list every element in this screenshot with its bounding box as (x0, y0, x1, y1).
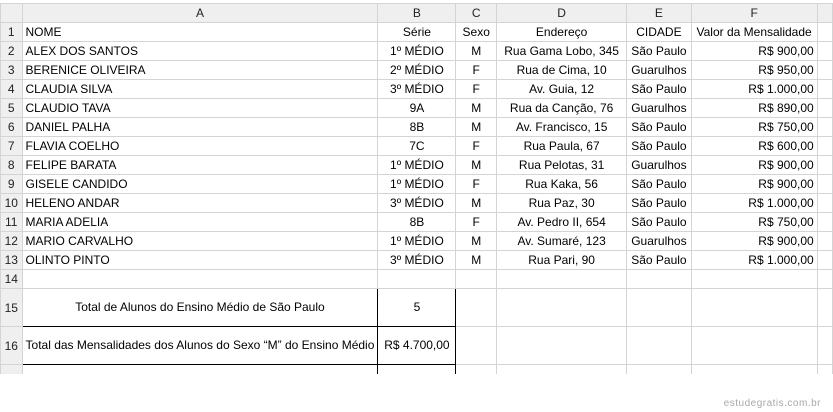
cell-nome[interactable]: CLAUDIA SILVA (22, 80, 378, 99)
column-header-g[interactable] (817, 4, 832, 23)
table-row (1, 232, 833, 251)
row-header[interactable]: 10 (1, 194, 23, 213)
table-row (1, 61, 833, 80)
empty-cell[interactable] (817, 137, 832, 156)
cell-sexo[interactable]: M (456, 42, 497, 61)
cell-serie[interactable]: 7C (378, 137, 456, 156)
cell-nome[interactable]: BERENICE OLIVEIRA (22, 61, 378, 80)
empty-cell[interactable] (691, 365, 817, 375)
cell-cidade[interactable]: São Paulo (627, 213, 691, 232)
cell-nome[interactable]: FLAVIA COELHO (22, 137, 378, 156)
cell-sexo[interactable]: M (456, 99, 497, 118)
cell-endereco[interactable]: Rua Pelotas, 31 (496, 156, 626, 175)
header-cell-serie[interactable]: Série (378, 23, 456, 42)
cell-nome[interactable]: FELIPE BARATA (22, 156, 378, 175)
row-header[interactable]: 12 (1, 232, 23, 251)
cell-sexo[interactable]: F (456, 175, 497, 194)
spreadsheet-grid (0, 3, 833, 374)
header-cell-nome[interactable]: NOME (22, 23, 378, 42)
cell-cidade[interactable]: Guarulhos (627, 232, 691, 251)
cell-sexo[interactable]: F (456, 80, 497, 99)
empty-cell[interactable] (22, 365, 378, 375)
cell-cidade[interactable]: Guarulhos (627, 99, 691, 118)
cell-endereco[interactable]: Av. Pedro II, 654 (496, 213, 626, 232)
empty-cell[interactable] (817, 61, 832, 80)
cell-endereco[interactable]: Rua Paula, 67 (496, 137, 626, 156)
select-all-corner[interactable] (1, 4, 23, 23)
cell-sexo[interactable]: M (456, 251, 497, 270)
row-header[interactable]: 11 (1, 213, 23, 232)
empty-cell[interactable] (627, 365, 691, 375)
watermark: estudegratis.com.br (723, 398, 821, 409)
cell-nome[interactable]: CLAUDIO TAVA (22, 99, 378, 118)
cell-nome[interactable]: MARIA ADELIA (22, 213, 378, 232)
cell-serie[interactable]: 8B (378, 213, 456, 232)
row-header[interactable]: 14 (1, 270, 23, 289)
empty-cell[interactable] (817, 365, 832, 375)
header-cell-cidade[interactable]: CIDADE (627, 23, 691, 42)
row-header[interactable]: 1 (1, 23, 23, 42)
cell-nome[interactable]: ALEX DOS SANTOS (22, 42, 378, 61)
cell-endereco[interactable]: Av. Francisco, 15 (496, 118, 626, 137)
cell-serie[interactable]: 3º MÉDIO (378, 80, 456, 99)
empty-cell[interactable] (627, 289, 691, 327)
total-mensalidades-label[interactable]: Total das Mensalidades dos Alunos do Sexo “M” do Ensino Médio (22, 327, 378, 365)
cell-cidade[interactable]: São Paulo (627, 118, 691, 137)
total-alunos-label[interactable]: Total de Alunos do Ensino Médio de São Paulo (22, 289, 378, 327)
empty-cell[interactable] (817, 213, 832, 232)
empty-cell[interactable] (691, 270, 817, 289)
cell-valor[interactable]: R$ 750,00 (691, 118, 817, 137)
empty-cell[interactable] (496, 365, 626, 375)
cell-serie[interactable]: 8B (378, 118, 456, 137)
empty-cell[interactable] (456, 270, 497, 289)
cell-serie[interactable]: 1º MÉDIO (378, 42, 456, 61)
empty-cell[interactable] (817, 175, 832, 194)
cell-nome[interactable]: DANIEL PALHA (22, 118, 378, 137)
cell-serie[interactable]: 2º MÉDIO (378, 61, 456, 80)
row-header[interactable]: 6 (1, 118, 23, 137)
cell-valor[interactable]: R$ 900,00 (691, 156, 817, 175)
empty-cell[interactable] (817, 156, 832, 175)
cell-endereco[interactable]: Rua Pari, 90 (496, 251, 626, 270)
row-header[interactable]: 13 (1, 251, 23, 270)
empty-cell[interactable] (817, 327, 832, 365)
cell-endereco[interactable]: Rua Gama Lobo, 345 (496, 42, 626, 61)
empty-cell[interactable] (627, 270, 691, 289)
cell-valor[interactable]: R$ 890,00 (691, 99, 817, 118)
cell-serie[interactable]: 3º MÉDIO (378, 251, 456, 270)
empty-cell[interactable] (817, 42, 832, 61)
row-header[interactable]: 8 (1, 156, 23, 175)
table-row (1, 42, 833, 61)
cell-nome[interactable]: OLINTO PINTO (22, 251, 378, 270)
cell-serie[interactable]: 1º MÉDIO (378, 175, 456, 194)
row-header[interactable]: 3 (1, 61, 23, 80)
cell-cidade[interactable]: São Paulo (627, 137, 691, 156)
row-header[interactable]: 4 (1, 80, 23, 99)
cell-valor[interactable]: R$ 600,00 (691, 137, 817, 156)
cell-valor[interactable]: R$ 1.000,00 (691, 80, 817, 99)
column-header-c[interactable]: C (456, 4, 497, 23)
cell-cidade[interactable]: São Paulo (627, 80, 691, 99)
empty-cell[interactable] (378, 270, 456, 289)
table-row (1, 156, 833, 175)
table-row (1, 137, 833, 156)
empty-cell[interactable] (496, 270, 626, 289)
header-cell-valor[interactable]: Valor da Mensalidade (691, 23, 817, 42)
cell-sexo[interactable]: F (456, 213, 497, 232)
cell-cidade[interactable]: Guarulhos (627, 156, 691, 175)
empty-cell[interactable] (817, 251, 832, 270)
table-row (1, 118, 833, 137)
table-row (1, 80, 833, 99)
empty-cell[interactable] (817, 80, 832, 99)
cell-cidade[interactable]: São Paulo (627, 194, 691, 213)
empty-cell[interactable] (496, 289, 626, 327)
cell-serie[interactable]: 1º MÉDIO (378, 156, 456, 175)
cell-valor[interactable]: R$ 750,00 (691, 213, 817, 232)
cell-nome[interactable]: MARIO CARVALHO (22, 232, 378, 251)
cell-endereco[interactable]: Rua Kaka, 56 (496, 175, 626, 194)
table-row (1, 175, 833, 194)
header-cell-endereco[interactable]: Endereço (496, 23, 626, 42)
row-header[interactable]: 2 (1, 42, 23, 61)
cell-serie[interactable]: 3º MÉDIO (378, 194, 456, 213)
empty-cell[interactable] (691, 327, 817, 365)
cell-sexo[interactable]: M (456, 194, 497, 213)
cell-valor[interactable]: R$ 950,00 (691, 61, 817, 80)
column-header-a[interactable]: A (22, 4, 378, 23)
table-row (1, 194, 833, 213)
empty-cell[interactable] (817, 194, 832, 213)
cell-valor[interactable]: R$ 900,00 (691, 175, 817, 194)
cell-cidade[interactable]: São Paulo (627, 175, 691, 194)
column-header-e[interactable]: E (627, 4, 691, 23)
cell-cidade[interactable]: São Paulo (627, 42, 691, 61)
row-header[interactable]: 15 (1, 289, 23, 327)
empty-cell[interactable] (817, 289, 832, 327)
empty-cell[interactable] (817, 270, 832, 289)
cell-sexo[interactable]: M (456, 232, 497, 251)
empty-cell[interactable] (456, 327, 497, 365)
empty-cell[interactable] (456, 365, 497, 375)
table-row (1, 251, 833, 270)
column-header-f[interactable]: F (691, 4, 817, 23)
empty-cell[interactable] (817, 118, 832, 137)
cell-valor[interactable]: R$ 900,00 (691, 232, 817, 251)
cell-cidade[interactable]: São Paulo (627, 251, 691, 270)
column-header-d[interactable]: D (496, 4, 626, 23)
cell-nome[interactable]: HELENO ANDAR (22, 194, 378, 213)
empty-cell[interactable] (817, 23, 832, 42)
cell-sexo[interactable]: F (456, 61, 497, 80)
empty-cell[interactable] (496, 327, 626, 365)
cell-sexo[interactable]: F (456, 137, 497, 156)
empty-cell[interactable] (456, 289, 497, 327)
row-header[interactable]: 9 (1, 175, 23, 194)
cell-endereco[interactable]: Rua Paz, 30 (496, 194, 626, 213)
table-row (1, 213, 833, 232)
empty-cell[interactable] (378, 365, 456, 375)
empty-cell[interactable] (817, 99, 832, 118)
row-header[interactable] (1, 365, 23, 375)
row-header[interactable]: 16 (1, 327, 23, 365)
header-cell-sexo[interactable]: Sexo (456, 23, 497, 42)
cell-sexo[interactable]: M (456, 118, 497, 137)
total-mensalidades-value[interactable]: R$ 4.700,00 (378, 327, 456, 365)
cell-serie[interactable]: 9A (378, 99, 456, 118)
column-header-b[interactable]: B (378, 4, 456, 23)
row-header[interactable]: 7 (1, 137, 23, 156)
cell-nome[interactable]: GISELE CANDIDO (22, 175, 378, 194)
cell-endereco[interactable]: Rua da Canção, 76 (496, 99, 626, 118)
cell-valor[interactable]: R$ 1.000,00 (691, 251, 817, 270)
table-row (1, 99, 833, 118)
row-header[interactable]: 5 (1, 99, 23, 118)
cell-endereco[interactable]: Av. Guia, 12 (496, 80, 626, 99)
cell-valor[interactable]: R$ 1.000,00 (691, 194, 817, 213)
cell-serie[interactable]: 1º MÉDIO (378, 232, 456, 251)
empty-cell[interactable] (691, 289, 817, 327)
total-alunos-value[interactable]: 5 (378, 289, 456, 327)
cell-valor[interactable]: R$ 900,00 (691, 42, 817, 61)
cell-cidade[interactable]: Guarulhos (627, 61, 691, 80)
cell-endereco[interactable]: Av. Sumaré, 123 (496, 232, 626, 251)
empty-cell[interactable] (817, 232, 832, 251)
empty-cell[interactable] (627, 327, 691, 365)
cell-sexo[interactable]: M (456, 156, 497, 175)
cell-endereco[interactable]: Rua de Cima, 10 (496, 61, 626, 80)
empty-cell[interactable] (22, 270, 378, 289)
